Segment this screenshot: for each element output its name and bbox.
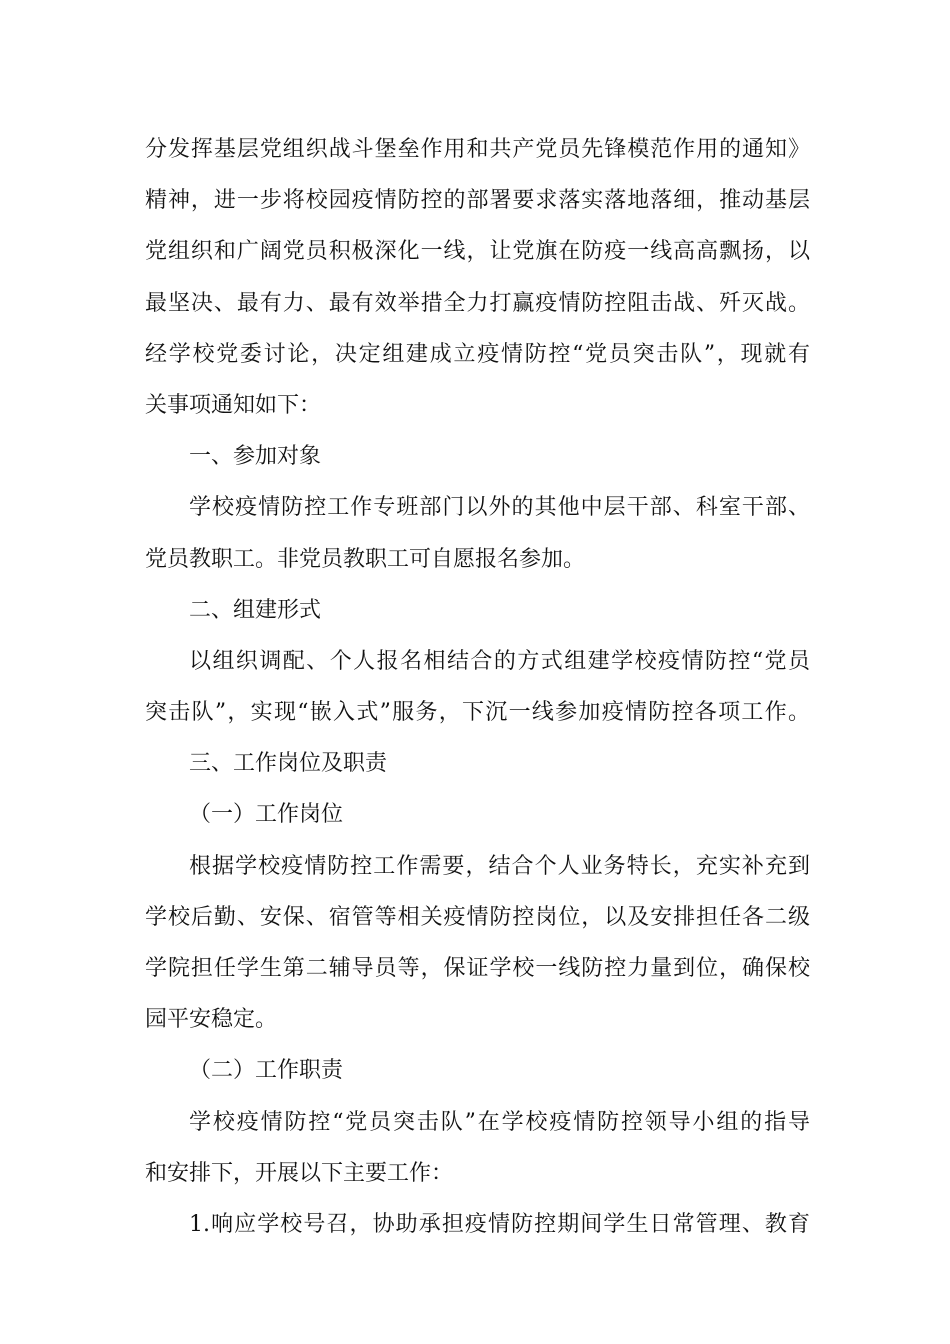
text-line: 精神，进一步将校园疫情防控的部署要求落实落地落细，推动基层 <box>145 188 810 214</box>
text-line: 1.响应学校号召，协助承担疫情防控期间学生日常管理、教育 <box>189 1211 810 1237</box>
document-body <box>145 124 810 1250</box>
text-line: 党组织和广阔党员积极深化一线，让党旗在防疫一线高高飘扬，以 <box>145 239 810 265</box>
text-line: 二、组建形式 <box>189 597 322 623</box>
text-line: 最坚决、最有力、最有效举措全力打赢疫情防控阻击战、歼灭战。 <box>145 290 810 316</box>
text-line: 学校疫情防控工作专班部门以外的其他中层干部、科室干部、 <box>189 495 810 521</box>
text-line: 一、参加对象 <box>189 444 322 470</box>
text-line: 学校疫情防控“党员突击队”在学校疫情防控领导小组的指导 <box>189 1109 810 1135</box>
text-line: 三、工作岗位及职责 <box>189 751 388 777</box>
text-line: 以组织调配、个人报名相结合的方式组建学校疫情防控“党员 <box>189 648 810 674</box>
text-line: （一）工作岗位 <box>189 802 344 828</box>
text-line: 分发挥基层党组织战斗堡垒作用和共产党员先锋模范作用的通知》 <box>145 137 810 162</box>
text-line: 突击队”，实现“嵌入式”服务，下沉一线参加疫情防控各项工作。 <box>145 700 810 726</box>
text-line: 园平安稳定。 <box>145 1007 278 1033</box>
text-line: 根据学校疫情防控工作需要，结合个人业务特长，充实补充到 <box>189 853 810 879</box>
text-line: 经学校党委讨论，决定组建成立疫情防控“党员突击队”，现就有 <box>145 341 810 367</box>
text-line: 和安排下，开展以下主要工作： <box>145 1160 454 1186</box>
text-line: 关事项通知如下： <box>145 392 322 418</box>
text-line: 学校后勤、安保、宿管等相关疫情防控岗位，以及安排担任各二级 <box>145 904 810 930</box>
text-line: （二）工作职责 <box>189 1058 344 1084</box>
text-line: 党员教职工。非党员教职工可自愿报名参加。 <box>145 546 586 572</box>
text-line: 学院担任学生第二辅导员等，保证学校一线防控力量到位，确保校 <box>145 956 810 981</box>
